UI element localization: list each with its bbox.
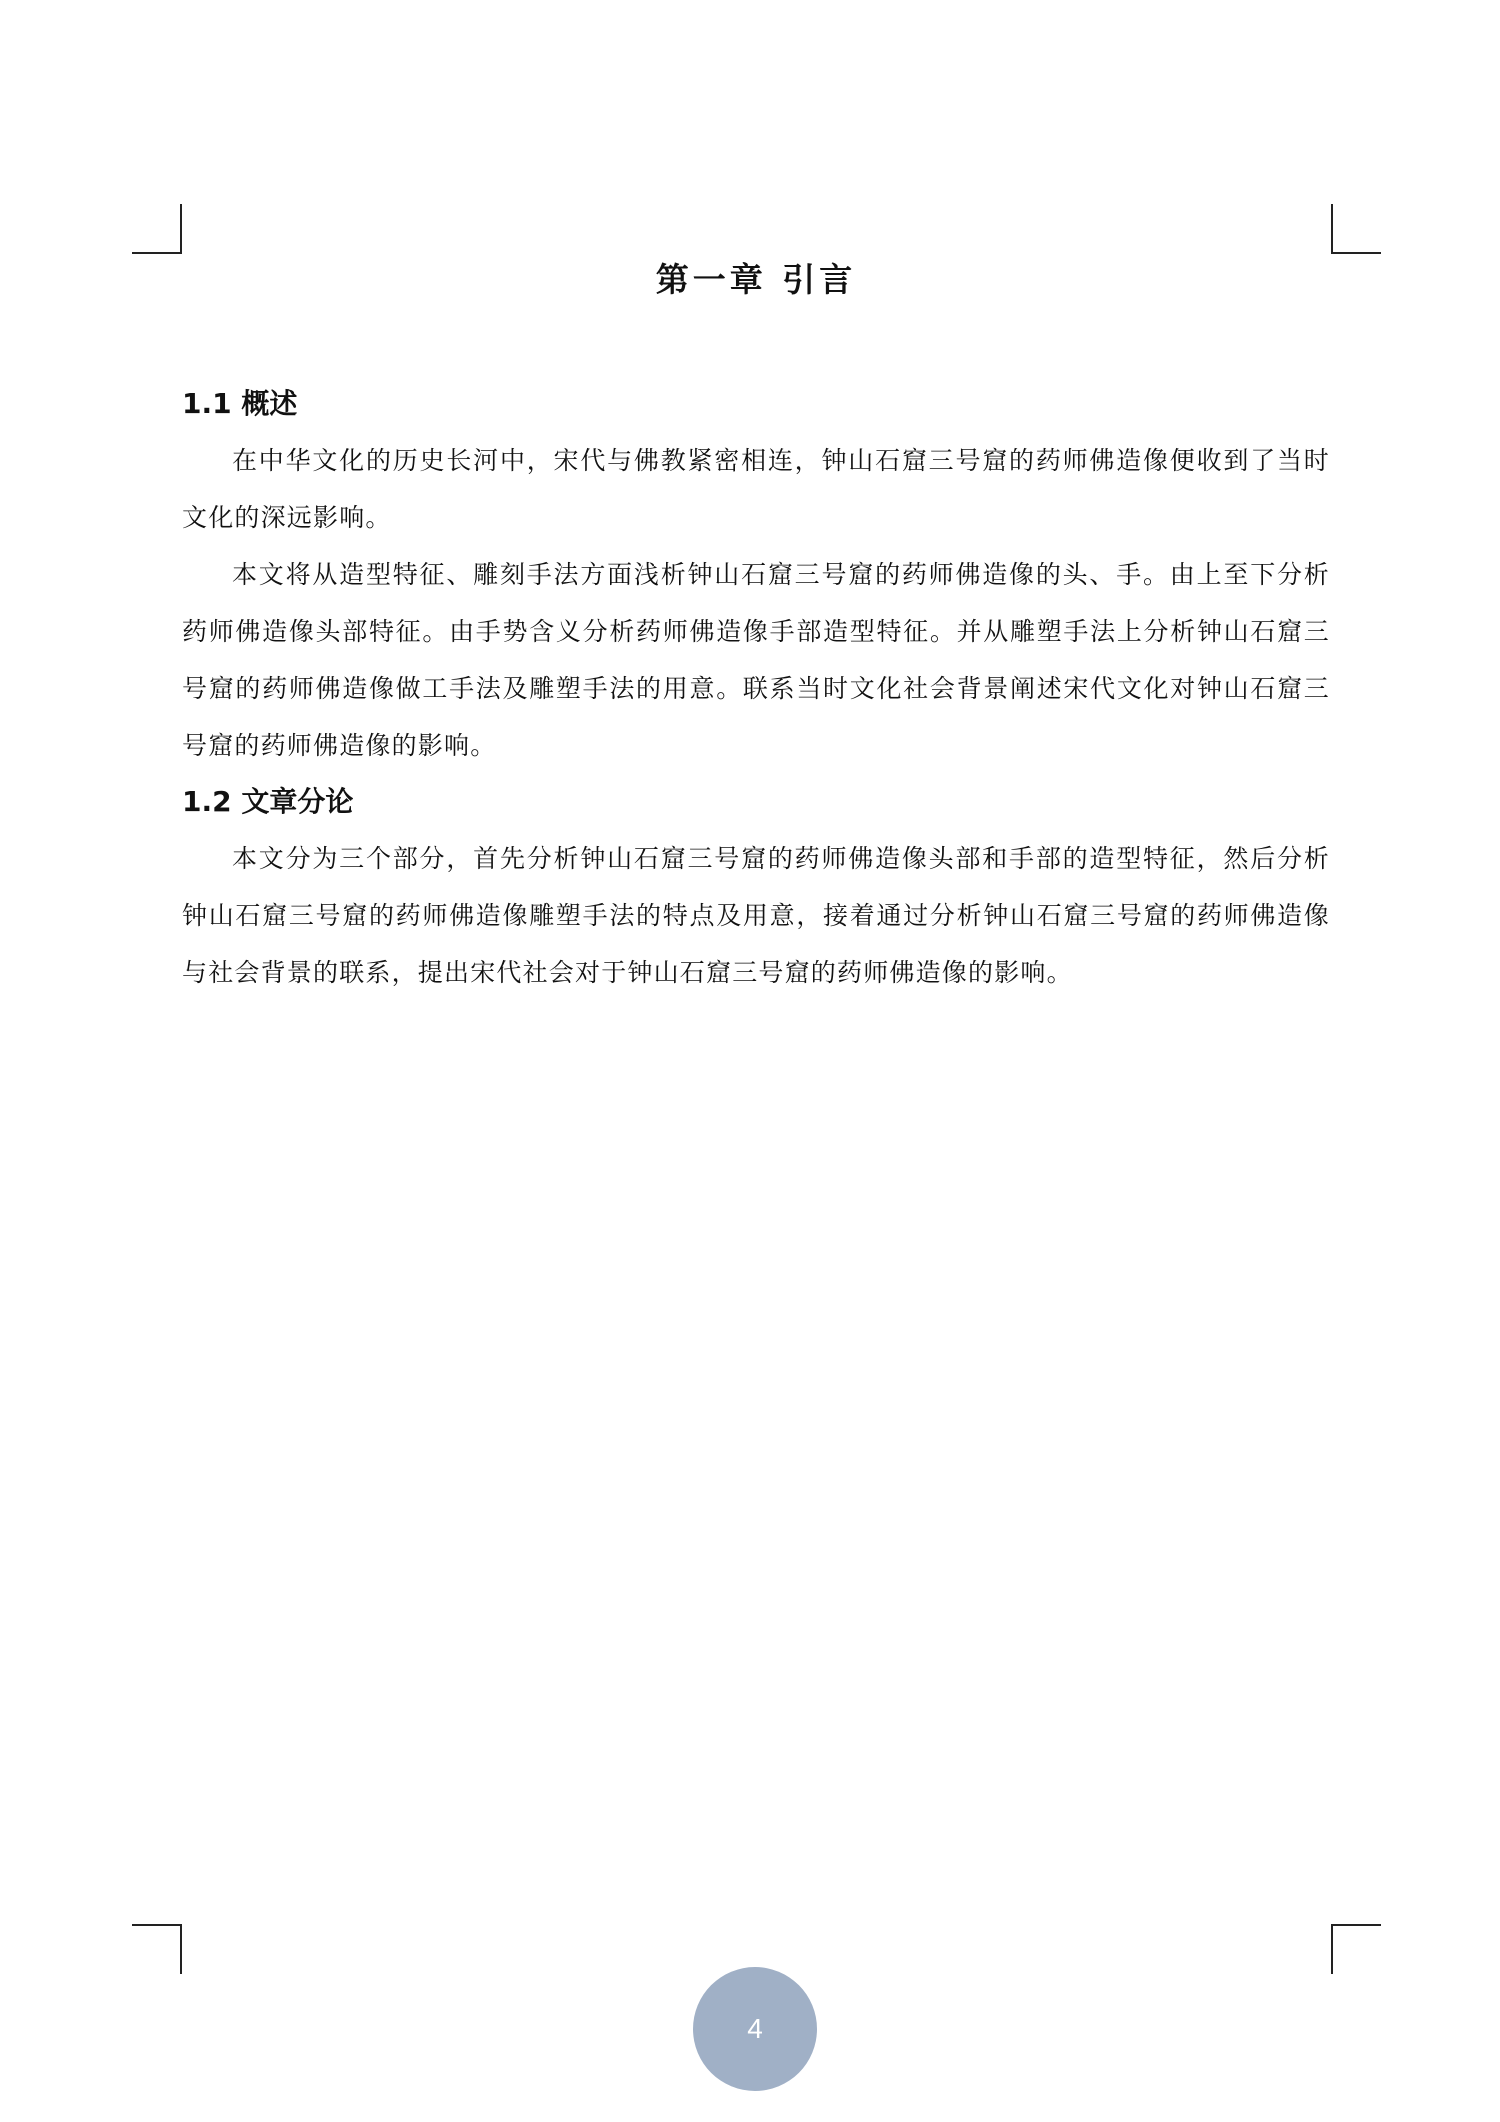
paragraph: 在中华文化的历史长河中，宋代与佛教紧密相连，钟山石窟三号窟的药师佛造像便收到了当时文化的深远影响。: [182, 446, 1330, 532]
crop-mark-bottom-right: [1331, 1924, 1381, 1974]
paragraph: 本文分为三个部分，首先分析钟山石窟三号窟的药师佛造像头部和手部的造型特征，然后分析钟山石窟三号窟的药师佛造像雕塑手法的特点及用意，接着通过分析钟山石窟三号窟的药师佛造像与社会背景的联系，提出宋代社会对于钟山石窟三号窟的药师佛造像的影响。: [182, 844, 1330, 987]
crop-mark-top-right: [1331, 204, 1381, 254]
section-overview: [182, 376, 1330, 774]
section-heading: 1.2 文章分论: [182, 785, 354, 818]
page-content: [182, 250, 1330, 1001]
chapter-title: 第一章 引言: [655, 260, 857, 299]
crop-mark-bottom-left: [132, 1924, 182, 1974]
page-number-badge: 4: [693, 1967, 817, 2091]
paragraph: 本文将从造型特征、雕刻手法方面浅析钟山石窟三号窟的药师佛造像的头、手。由上至下分析药师佛造像头部特征。由手势含义分析药师佛造像手部造型特征。并从雕塑手法上分析钟山石窟三号窟的药师佛造像做工手法及雕塑手法的用意。联系当时文化社会背景阐述宋代文化对钟山石窟三号窟的药师佛造像的影响。: [182, 560, 1330, 760]
crop-mark-top-left: [132, 204, 182, 254]
section-heading: 1.1 概述: [182, 387, 298, 420]
section-article-structure: [182, 774, 1330, 1001]
